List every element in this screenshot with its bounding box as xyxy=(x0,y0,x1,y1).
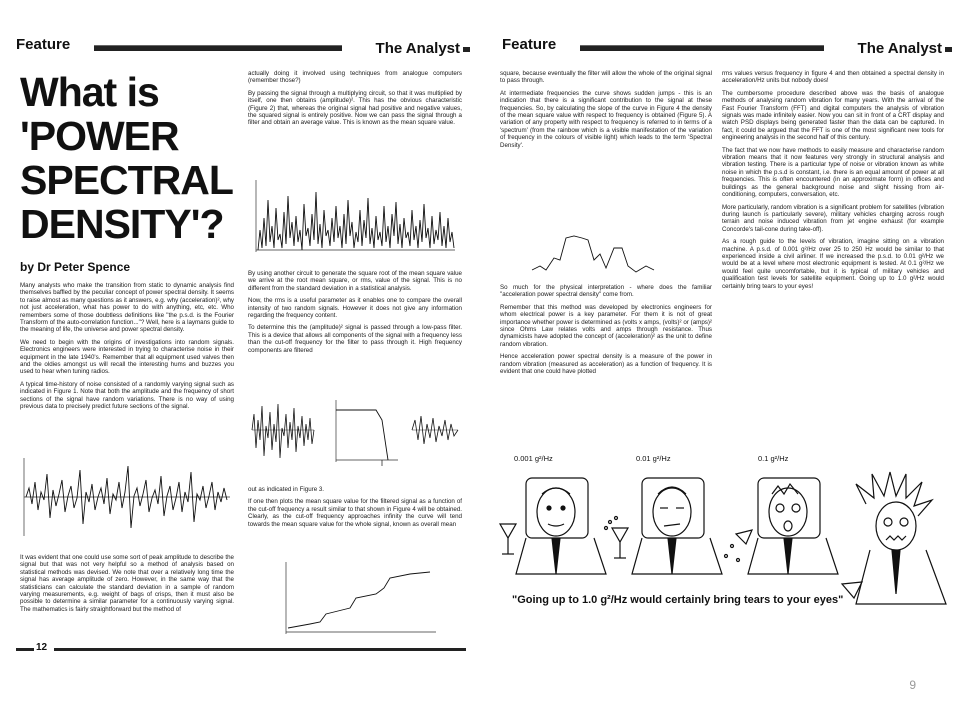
paragraph: We need to begin with the origins of investigations into random signals. Electronics engineers were interested in trying to characterise noise in their equipment in the late 1940's. Remember that all equipment used valves then and the oldies amongst us will recall the interesting hums and buzzes you used to hear when tuning radios. xyxy=(20,338,234,376)
paragraph: Remember that this method was developed by electronics engineers for whom electrical power is a key parameter. For them it is not of great importance whether power is determined as (volts x amps, (volts)² or (amps)² since Ohms Law relates volts and amps through resistance. Thus dynamicists have adopted the concept of (acceleration)² as the unit to define random vibration. xyxy=(500,303,712,348)
page-number: 12 xyxy=(36,642,48,653)
paragraph: So much for the physical interpretation - where does the familiar "acceleration power spectral density" come from. xyxy=(500,284,712,299)
paragraph: By using another circuit to generate the square root of the mean square value we arrive at the root mean square, or rms, value of the signal. This is no different from the standard deviation in a statistical analysis. xyxy=(248,270,462,292)
left-column-1a xyxy=(20,282,234,416)
right-column-1b xyxy=(500,284,712,380)
left-column-2b xyxy=(248,270,462,359)
figure-3-low-pass-filter xyxy=(248,390,462,470)
paragraph: As a rough guide to the levels of vibration, imagine sitting on a vibration machine. A p.s.d. of 0.001 g²/Hz over 25 to 250 Hz would be similar to that experienced inside a civil airliner. If we increased the p.s.d. to 0.01 g²/Hz we would be at a level where most electronic equipment is tested. At 0.1 g²/Hz we would feel quite uncomfortable, but it is typical of military vehicles and qualification test levels for satellite equipment. Going up to 1.0 g²/Hz would certainly bring tears to your eyes! xyxy=(722,238,944,290)
paragraph: The cumbersome procedure described above was the basis of analogue methods of analysing random vibration for many years. With the arrival of the Fast Fourier Transform (FFT) and digital computers the analysis of vibration signals was made infinitely easier. Now you can sit in front of a CRT display and watch PSD displays being generated faster than the data can be captured. In fact, it could be argued that the FFT is one of the most significant new tools for engineering analysis in the second half of this century. xyxy=(722,89,944,142)
left-column-2c xyxy=(248,486,462,533)
footer-rule xyxy=(54,648,466,651)
right-page xyxy=(486,30,960,652)
level-label: 0.01 g²/Hz xyxy=(636,454,671,463)
paragraph: A typical time-history of noise consisted of a randomly varying signal such as indicated in Figure 1. Note that both the amplitude and the frequency of short sections of the signal have random variations. There is no way of using previous data to precisely predict future sections of the signal. xyxy=(20,380,234,411)
paragraph: Hence acceleration power spectral density is a measure of the power in random vibration (measured as acceleration) as a function of frequency. It is evident that one could have plotted xyxy=(500,353,712,376)
byline: by Dr Peter Spence xyxy=(20,260,131,274)
figure-1-noise-signal xyxy=(20,452,234,542)
paragraph: To determine this the (amplitude)² signal is passed through a low-pass filter. This is a device that allows all components of the signal with a frequency less than the cut-off frequency for the filter to pass through it. High frequency components are filtered xyxy=(248,324,462,354)
page-header xyxy=(16,36,470,62)
magazine-name: The Analyst xyxy=(858,40,952,57)
paragraph: rms values versus frequency in figure 4 and then obtained a spectral density in acceleration/Hz units but nobody does! xyxy=(722,70,944,85)
footer-rule xyxy=(16,648,34,651)
paragraph: By passing the signal through a multiplying circuit, so that it was multiplied by itself, one then obtains (amplitude)². This has the obvious characteristic (Figure 2) that, whereas the original signal had positive and negative values, the squared signal is entirely positive. Now we can pass the signal through a filter and obtain an average value. This is known as the mean square value. xyxy=(248,89,462,127)
level-label: 0.001 g²/Hz xyxy=(514,454,553,463)
slide-number: 9 xyxy=(909,678,916,692)
page-footer xyxy=(16,642,466,658)
paragraph: If one then plots the mean square value for the filtered signal as a function of the cut-off frequency a result similar to that shown in Figure 4 will be obtained. Clearly, as the cut-off frequency approaches infinity the curve will tend towards the mean square value for the whole signal, known as overall mean xyxy=(248,498,462,528)
paragraph: out as indicated in Figure 3. xyxy=(248,486,325,493)
feature-label: Feature xyxy=(502,36,557,53)
level-label: 0.1 g²/Hz xyxy=(758,454,789,463)
left-column-1b xyxy=(20,554,234,618)
paragraph: Now, the rms is a useful parameter as it enables one to compare the overall intensity of two random signals. However it does not give any information regarding the frequency content. xyxy=(248,297,462,320)
right-column-2 xyxy=(722,70,944,295)
paragraph: More particularly, random vibration is a significant problem for satellites (vibration during launch is particularly severe), military vehicles charging across rough terrain and noise induced vibration from jet engine exhaust (for example Concorde's tail-cone during take-off). xyxy=(722,203,944,233)
feature-label: Feature xyxy=(16,36,71,53)
paragraph: It was evident that one could use some sort of peak amplitude to describe the signal but that was not very helpful so a method of analysis based on statistical methods was devised. We note that over a relatively long time the signal has average amplitude of zero. However, in the same way that the statisticians can calculate the standard deviation in a sample of random varying measurements, e.g. weight of bags of crisps, then it must also be possible to determine a similar parameter for a continuously varying signal. The mathematics is fairly straightforward but the method of xyxy=(20,554,234,613)
figure-5-spectral-density xyxy=(526,218,686,288)
article-title: What is 'POWER SPECTRAL DENSITY'? xyxy=(20,69,233,247)
right-column-1a xyxy=(500,70,712,154)
header-rule xyxy=(580,45,824,51)
paragraph: The fact that we now have methods to easily measure and characterise random vibration means that it now features very strongly in structural analysis and vibration testing. There is a particular type of noise or vibration known as white noise in which the p.s.d is constant, i.e. there is an equal amount of power at all frequencies. This is often encountered (in an approximate form) in offices and buildings as the general background noise and slight hissing from air-conditioning, computers, conversation, etc. xyxy=(722,146,944,199)
paragraph: At intermediate frequencies the curve shows sudden jumps - this is an indication that there is a significant contribution to the signal at these frequencies. So, by calculating the slope of the curve in Figure 4 the density of the mean square value with respect to frequency is obtained (Figure 5). A variation of any property with respect to frequency is referred to in terms of a 'spectrum' (from the rainbow which is a visible manifestation of the variation of frequency in the colours of visible light) which leads to the term 'Spectral Density'. xyxy=(500,89,712,149)
cartoon-caption: "Going up to 1.0 g²/Hz would certainly bring tears to your eyes" xyxy=(512,594,844,606)
page-header xyxy=(502,36,952,62)
paragraph: square, because eventually the filter will allow the whole of the original signal to pass through. xyxy=(500,70,712,85)
figure-2-squared-signal xyxy=(250,170,460,260)
header-rule xyxy=(94,45,342,51)
paragraph: actually doing it involved using techniques from analogue computers (remember those?) xyxy=(248,70,462,85)
figure-4-mean-square-curve xyxy=(280,558,440,638)
paragraph: Many analysts who make the transition from static to dynamic analysis find themselves baffled by the peculiar concept of power spectral density. It seems to raise almost as many questions as it answers, e.g. why (acceleration)², why not just acceleration, what has power to do with anything, etc, etc. Who remembers some of those doubtless definitions like "the p.s.d. is the Fourier Transform of the auto-correlation function..."? Well, here is a laymans guide to the meaning of life, the universe and power spectral density. xyxy=(20,282,234,334)
left-column-2a xyxy=(248,70,462,132)
left-page xyxy=(0,30,478,652)
magazine-name: The Analyst xyxy=(376,40,470,57)
